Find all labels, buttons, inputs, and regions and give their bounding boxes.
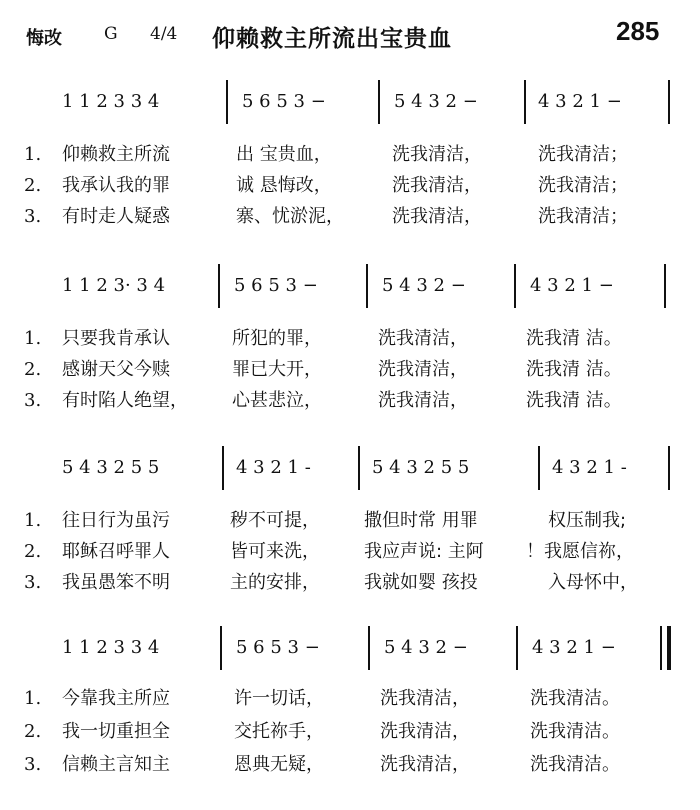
notation-row [0, 264, 700, 308]
verse-number: 1. [24, 144, 42, 165]
lyric-phrase: 主的安排， [230, 572, 320, 593]
lyric-phrase: 秽不可提， [230, 510, 320, 531]
lyric-line [0, 357, 700, 383]
lyric-phrase: 仰赖救主所流 [62, 144, 170, 165]
lyric-phrase: 洗我清 洁。 [526, 390, 622, 411]
verse-number: 2. [24, 721, 42, 742]
lyric-phrase: 洗我清洁， [378, 359, 468, 380]
lyric-phrase: 诚 恳悔改， [236, 175, 332, 196]
bar-line [668, 446, 670, 490]
measure-3: 5 4 3 2 − [382, 275, 466, 296]
time-signature: 4/4 [150, 24, 178, 44]
lyric-phrase: 皆可来洗， [230, 541, 320, 562]
verse-number: 2. [24, 359, 42, 380]
verse-number: 3. [24, 206, 42, 227]
lyric-phrase: 洗我清 洁。 [526, 359, 622, 380]
measure-1: 1 1 2 3· 3 4 [62, 275, 166, 296]
bar-line [368, 626, 370, 670]
lyric-phrase: 只要我肯承认 [62, 328, 170, 349]
lyric-phrase: 罪已大开， [232, 359, 322, 380]
bar-line [378, 80, 380, 124]
measure-1: 1 1 2 3 3 4 [62, 91, 160, 112]
lyric-phrase: 洗我清洁。 [530, 721, 620, 742]
bar-line [524, 80, 526, 124]
lyric-phrase: 洗我清洁； [538, 144, 628, 165]
measure-4: 4 3 2 1 − [530, 275, 614, 296]
bar-line [218, 264, 220, 308]
measure-2: 5 6 5 3 − [234, 275, 318, 296]
notation-row [0, 446, 700, 490]
measure-4: 4 3 2 1 − [538, 91, 622, 112]
lyric-phrase: 洗我清洁， [378, 328, 468, 349]
bar-line [220, 626, 222, 670]
lyric-phrase: 洗我清 洁。 [526, 328, 622, 349]
key-signature: G [104, 24, 118, 44]
lyric-line [0, 752, 700, 778]
lyric-line [0, 388, 700, 414]
lyric-phrase: 有时陷人绝望， [62, 390, 188, 411]
lyric-phrase: 所犯的罪， [232, 328, 322, 349]
verse-number: 1. [24, 510, 42, 531]
measure-4: 4 3 2 1 − [532, 637, 616, 658]
lyric-phrase: 寨、忧淤泥， [236, 206, 344, 227]
verse-number: 3. [24, 754, 42, 775]
bar-line [366, 264, 368, 308]
lyric-phrase: 我承认我的罪 [62, 175, 170, 196]
lyric-line [0, 173, 700, 199]
lyric-phrase: 往日行为虽污 [62, 510, 170, 531]
lyric-phrase: 今靠我主所应 [62, 688, 170, 709]
final-bar-line [667, 626, 671, 670]
lyric-phrase: 洗我清洁； [538, 206, 628, 227]
lyric-phrase: 我虽愚笨不明 [62, 572, 170, 593]
lyric-phrase: 感谢天父今赎 [62, 359, 170, 380]
lyric-phrase: 我一切重担全 [62, 721, 170, 742]
lyric-phrase: 洗我清洁， [380, 721, 470, 742]
category-label: 悔改 [26, 28, 62, 49]
hymn-header [0, 0, 700, 60]
lyric-line [0, 686, 700, 712]
measure-2: 5 6 5 3 − [236, 637, 320, 658]
lyric-phrase: 恩典无疑， [234, 754, 324, 775]
measure-3: 5 4 3 2 5 5 [372, 457, 470, 478]
lyric-line [0, 204, 700, 230]
lyric-phrase: 许一切话， [234, 688, 324, 709]
lyric-phrase: 交托祢手， [234, 721, 324, 742]
bar-line [664, 264, 666, 308]
bar-line [538, 446, 540, 490]
bar-line [514, 264, 516, 308]
lyric-line [0, 142, 700, 168]
hymn-number: 285 [616, 16, 660, 46]
verse-number: 3. [24, 572, 42, 593]
lyric-phrase: 洗我清洁， [392, 144, 482, 165]
notation-row [0, 626, 700, 670]
lyric-phrase: 权压制我; [548, 510, 627, 531]
lyric-phrase: 洗我清洁， [380, 688, 470, 709]
lyric-phrase: 我应声说: 主阿 [364, 541, 484, 562]
bar-line [226, 80, 228, 124]
verse-number: 1. [24, 688, 42, 709]
notation-row [0, 80, 700, 124]
lyric-phrase: 信赖主言知主 [62, 754, 170, 775]
lyric-phrase: 洗我清洁。 [530, 754, 620, 775]
lyric-phrase: ！我愿信祢， [526, 541, 634, 562]
lyric-phrase: 洗我清洁， [392, 206, 482, 227]
lyric-line [0, 719, 700, 745]
bar-line [358, 446, 360, 490]
measure-2: 5 6 5 3 − [242, 91, 326, 112]
measure-2: 4 3 2 1 - [236, 457, 311, 478]
lyric-phrase: 洗我清洁， [380, 754, 470, 775]
lyric-phrase: 洗我清洁。 [530, 688, 620, 709]
lyric-phrase: 心甚悲泣， [232, 390, 322, 411]
lyric-line [0, 508, 700, 534]
lyric-line [0, 326, 700, 352]
measure-4: 4 3 2 1 - [552, 457, 627, 478]
lyric-phrase: 洗我清洁， [378, 390, 468, 411]
bar-line [660, 626, 662, 670]
measure-1: 5 4 3 2 5 5 [62, 457, 160, 478]
lyric-phrase: 我就如婴 孩投 [364, 572, 478, 593]
lyric-line [0, 539, 700, 565]
measure-1: 1 1 2 3 3 4 [62, 637, 160, 658]
lyric-phrase: 洗我清洁， [392, 175, 482, 196]
lyric-phrase: 有时走人疑惑 [62, 206, 170, 227]
verse-number: 3. [24, 390, 42, 411]
lyric-line [0, 570, 700, 596]
bar-line [516, 626, 518, 670]
bar-line [668, 80, 670, 124]
lyric-phrase: 入母怀中， [548, 572, 638, 593]
hymn-title: 仰赖救主所流出宝贵血 [212, 26, 452, 52]
verse-number: 1. [24, 328, 42, 349]
measure-3: 5 4 3 2 − [384, 637, 468, 658]
verse-number: 2. [24, 541, 42, 562]
lyric-phrase: 出 宝贵血， [236, 144, 332, 165]
lyric-phrase: 洗我清洁； [538, 175, 628, 196]
lyric-phrase: 撒但时常 用罪 [364, 510, 478, 531]
measure-3: 5 4 3 2 − [394, 91, 478, 112]
bar-line [222, 446, 224, 490]
verse-number: 2. [24, 175, 42, 196]
lyric-phrase: 耶稣召呼罪人 [62, 541, 170, 562]
